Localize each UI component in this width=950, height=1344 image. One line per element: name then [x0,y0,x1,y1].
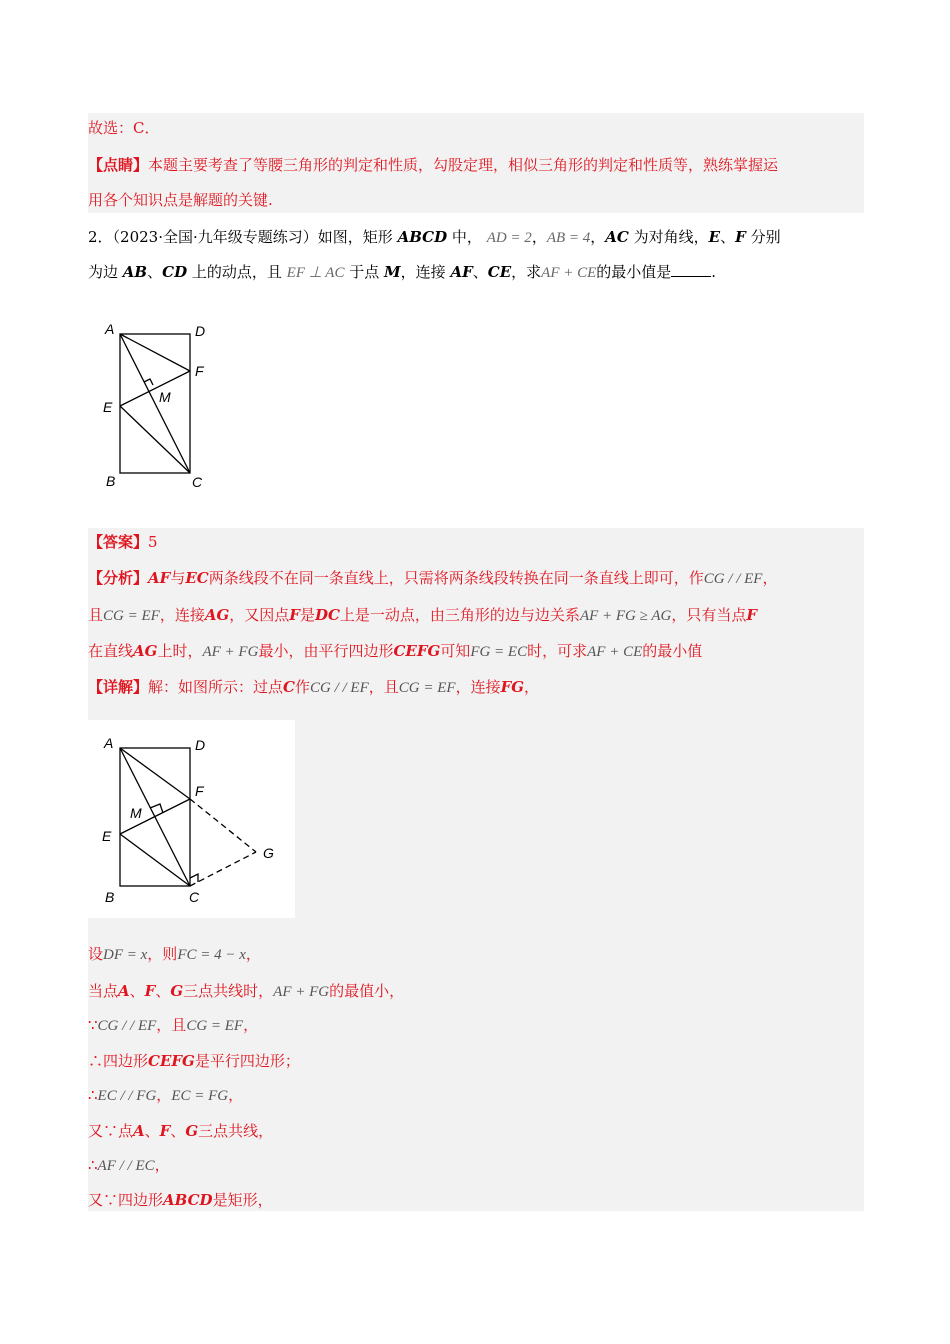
s-text: ， [154,1156,170,1174]
q-text: ，连接 [400,263,446,281]
a-text: 时，可求 [527,642,588,660]
a-text: 与 [170,569,186,587]
s-text: 、 [155,982,171,1000]
label-m: M [130,805,142,821]
analysis-line-2 [88,605,757,626]
choice-line: 故选：C． [88,119,160,137]
d-text: ，且 [368,678,399,696]
q-text: 于点 [349,263,380,281]
s-text: ∴四边形 [88,1052,149,1070]
a-cg-par: CG / / EF [703,571,763,587]
a-f2: F [746,606,758,624]
a-text: 可知 [440,642,471,660]
comment-text-1: 本题主要考查了等腰三角形的判定和性质，勾股定理，相似三角形的判定和性质等，熟练掌握运 [148,156,779,174]
answer-tag: 【答案】 [88,533,149,551]
s-text: ， [156,1086,172,1104]
s-text: ， [228,1086,244,1104]
segment-af [120,748,190,799]
question-number: 2． [88,228,113,246]
a-f: F [289,606,300,624]
label-e: E [103,399,113,415]
s-af-par: AF / / EC [97,1158,155,1174]
detail-tag: 【详解】 [88,678,149,696]
q-text: 的最小值是 [596,263,672,281]
q-ab: AB [122,263,148,281]
s-g: G [185,1122,199,1140]
s-text: 的最值小， [329,982,405,1000]
s-text: 设 [88,945,104,963]
s-cefg: CEFG [148,1052,195,1070]
q-perp: EF ⊥ AC [286,265,345,281]
label-e: E [102,828,112,844]
s-text: 、 [144,1122,160,1140]
s-cg-par: CG / / EF [97,1018,157,1034]
q-m: M [384,263,401,281]
s-a: A [133,1122,145,1140]
a-text: 最小，由平行四边形 [258,642,394,660]
a-text: ，又因点 [229,606,290,624]
a-text: 的最小值 [642,642,703,660]
d-fg: FG [500,678,525,696]
s-text: ， [243,1016,259,1034]
right-angle-mark-c [190,874,198,882]
segment-ef [120,371,190,406]
a-text: 在直线 [88,642,134,660]
q-text: 如图，矩形 [317,228,393,246]
label-f: F [195,363,204,379]
s-text: 当点 [88,982,119,1000]
d-text: 作 [294,678,310,696]
answer-blank [671,262,711,277]
step-3 [88,1015,258,1036]
step-8 [88,1190,273,1210]
label-m: M [159,389,171,405]
figure-2 [88,720,295,918]
q-text: ，求 [511,263,542,281]
q-text: 为对角线， [633,228,709,246]
q-cd: CD [162,263,188,281]
d-text: ， [524,678,540,696]
label-d: D [195,323,206,339]
s-text: 三点共线时， [183,982,274,1000]
step-5 [88,1085,243,1106]
a-text: 上是一动点，由三角形的边与边关系 [339,606,580,624]
a-af-ce: AF + CE [587,644,643,660]
label-d: D [195,737,206,753]
label-c: C [192,474,203,490]
q-eq-ab: AB = 4 [546,230,591,246]
a-cg-eq: CG = EF [103,608,160,624]
label-c: C [189,889,200,905]
label-b: B [106,473,116,489]
answer-line [88,532,158,552]
s-text: ，则 [147,945,178,963]
comment-tag: 【点睛】 [88,156,149,174]
step-6 [88,1121,273,1141]
s-g: G [170,982,184,1000]
q-text: 为边 [88,263,119,281]
q-text: 中， [451,228,482,246]
a-af-fg: AF + FG [202,644,259,660]
d-text: ，连接 [455,678,501,696]
s-text: ， [245,945,261,963]
q-rect: ABCD [397,228,448,246]
q-text: 上的动点，且 [191,263,282,281]
a-text: 两条线段不在同一条直线上，只需将两条线段转换在同一条直线上即可，作 [208,569,704,587]
step-4 [88,1051,300,1071]
s-text: 又∵四边形 [88,1191,164,1209]
q-sum: AF + CE [541,265,597,281]
analysis-line-3 [88,641,702,662]
d-cg-eq: CG = EF [398,680,456,696]
segment-ec [120,406,190,473]
s-ec-eq: EC = FG [171,1088,229,1104]
s-ec-par: EC / / FG [97,1088,157,1104]
s-text: ，且 [156,1016,187,1034]
q-ac: AC [605,228,629,246]
s-text: 是平行四边形； [194,1052,300,1070]
s-f: F [144,982,156,1000]
question-line-1: 2．（2023·全国·九年级专题练习）如图，矩形 ABCD 中， AD = 2，AB = 4，AC 为对角线，E、F 分别 [88,228,781,246]
s-f: F [159,1122,171,1140]
a-text: ，只有当点 [671,606,747,624]
s-df: DF = x [103,947,148,963]
figure-1 [95,318,225,498]
s-fc: FC = 4 − x [177,947,246,963]
d-cg-par: CG / / EF [310,680,369,696]
s-af-fg: AF + FG [273,984,330,1000]
label-a: A [105,321,115,337]
s-text: 是矩形， [212,1191,273,1209]
s-text: 、 [129,982,145,1000]
d-text: 解：如图所示：过点 [148,678,284,696]
label-a: A [104,735,114,751]
q-eq-ad: AD = 2 [486,230,532,246]
step-2 [88,981,404,1002]
segment-af [120,334,190,371]
q-text: 分别 [750,228,781,246]
label-f: F [195,783,204,799]
a-ag: AG [204,606,230,624]
question-source: （2023·全国·九年级专题练习） [112,228,318,246]
a-fg-ec: FG = EC [470,644,528,660]
segment-ec [120,834,190,886]
step-7 [88,1155,170,1176]
q-af: AF [450,263,473,281]
label-g: G [263,845,274,861]
comment-line-1 [88,155,778,175]
s-text: 又∵点 [88,1122,134,1140]
s-a: A [118,982,130,1000]
detail-line [88,677,539,698]
answer-value: 5 [148,533,158,551]
q-ce: CE [487,263,512,281]
a-cefg: CEFG [393,642,441,660]
a-ag2: AG [133,642,158,660]
a-ec: EC [185,569,209,587]
s-text: ∴ [88,1156,98,1174]
q-e: E [708,228,721,246]
segment-fg [190,799,256,852]
q-f: F [735,228,746,246]
step-1 [88,944,261,965]
a-af: AF [148,569,171,587]
analysis-tag: 【分析】 [88,569,149,587]
s-cg-eq: CG = EF [186,1018,244,1034]
question-line-2: 为边 AB、CD 上的动点，且 EF ⊥ AC 于点 M，连接 AF、CE，求AF + CE的最小值是 . [88,263,717,281]
a-text: ，连接 [159,606,205,624]
s-text: 、 [170,1122,186,1140]
s-text: ∵ [88,1016,98,1034]
a-ineq: AF + FG ≥ AG [579,608,672,624]
a-dc: DC [314,606,340,624]
d-c: C [283,678,295,696]
s-text: ∴ [88,1086,98,1104]
s-text: 三点共线， [198,1122,274,1140]
label-b: B [105,889,115,905]
a-text: 且 [88,606,104,624]
a-text: 上时， [157,642,203,660]
comment-line-2: 用各个知识点是解题的关键. [88,191,273,209]
analysis-line-1: 【分析】AF与EC两条线段不在同一条直线上，只需将两条线段转换在同一条直线上即可，作CG / / EF， [88,569,778,587]
segment-cg [190,852,256,886]
s-abcd: ABCD [163,1191,213,1209]
a-text: 是 [299,606,315,624]
diagonal-ac [120,334,190,473]
